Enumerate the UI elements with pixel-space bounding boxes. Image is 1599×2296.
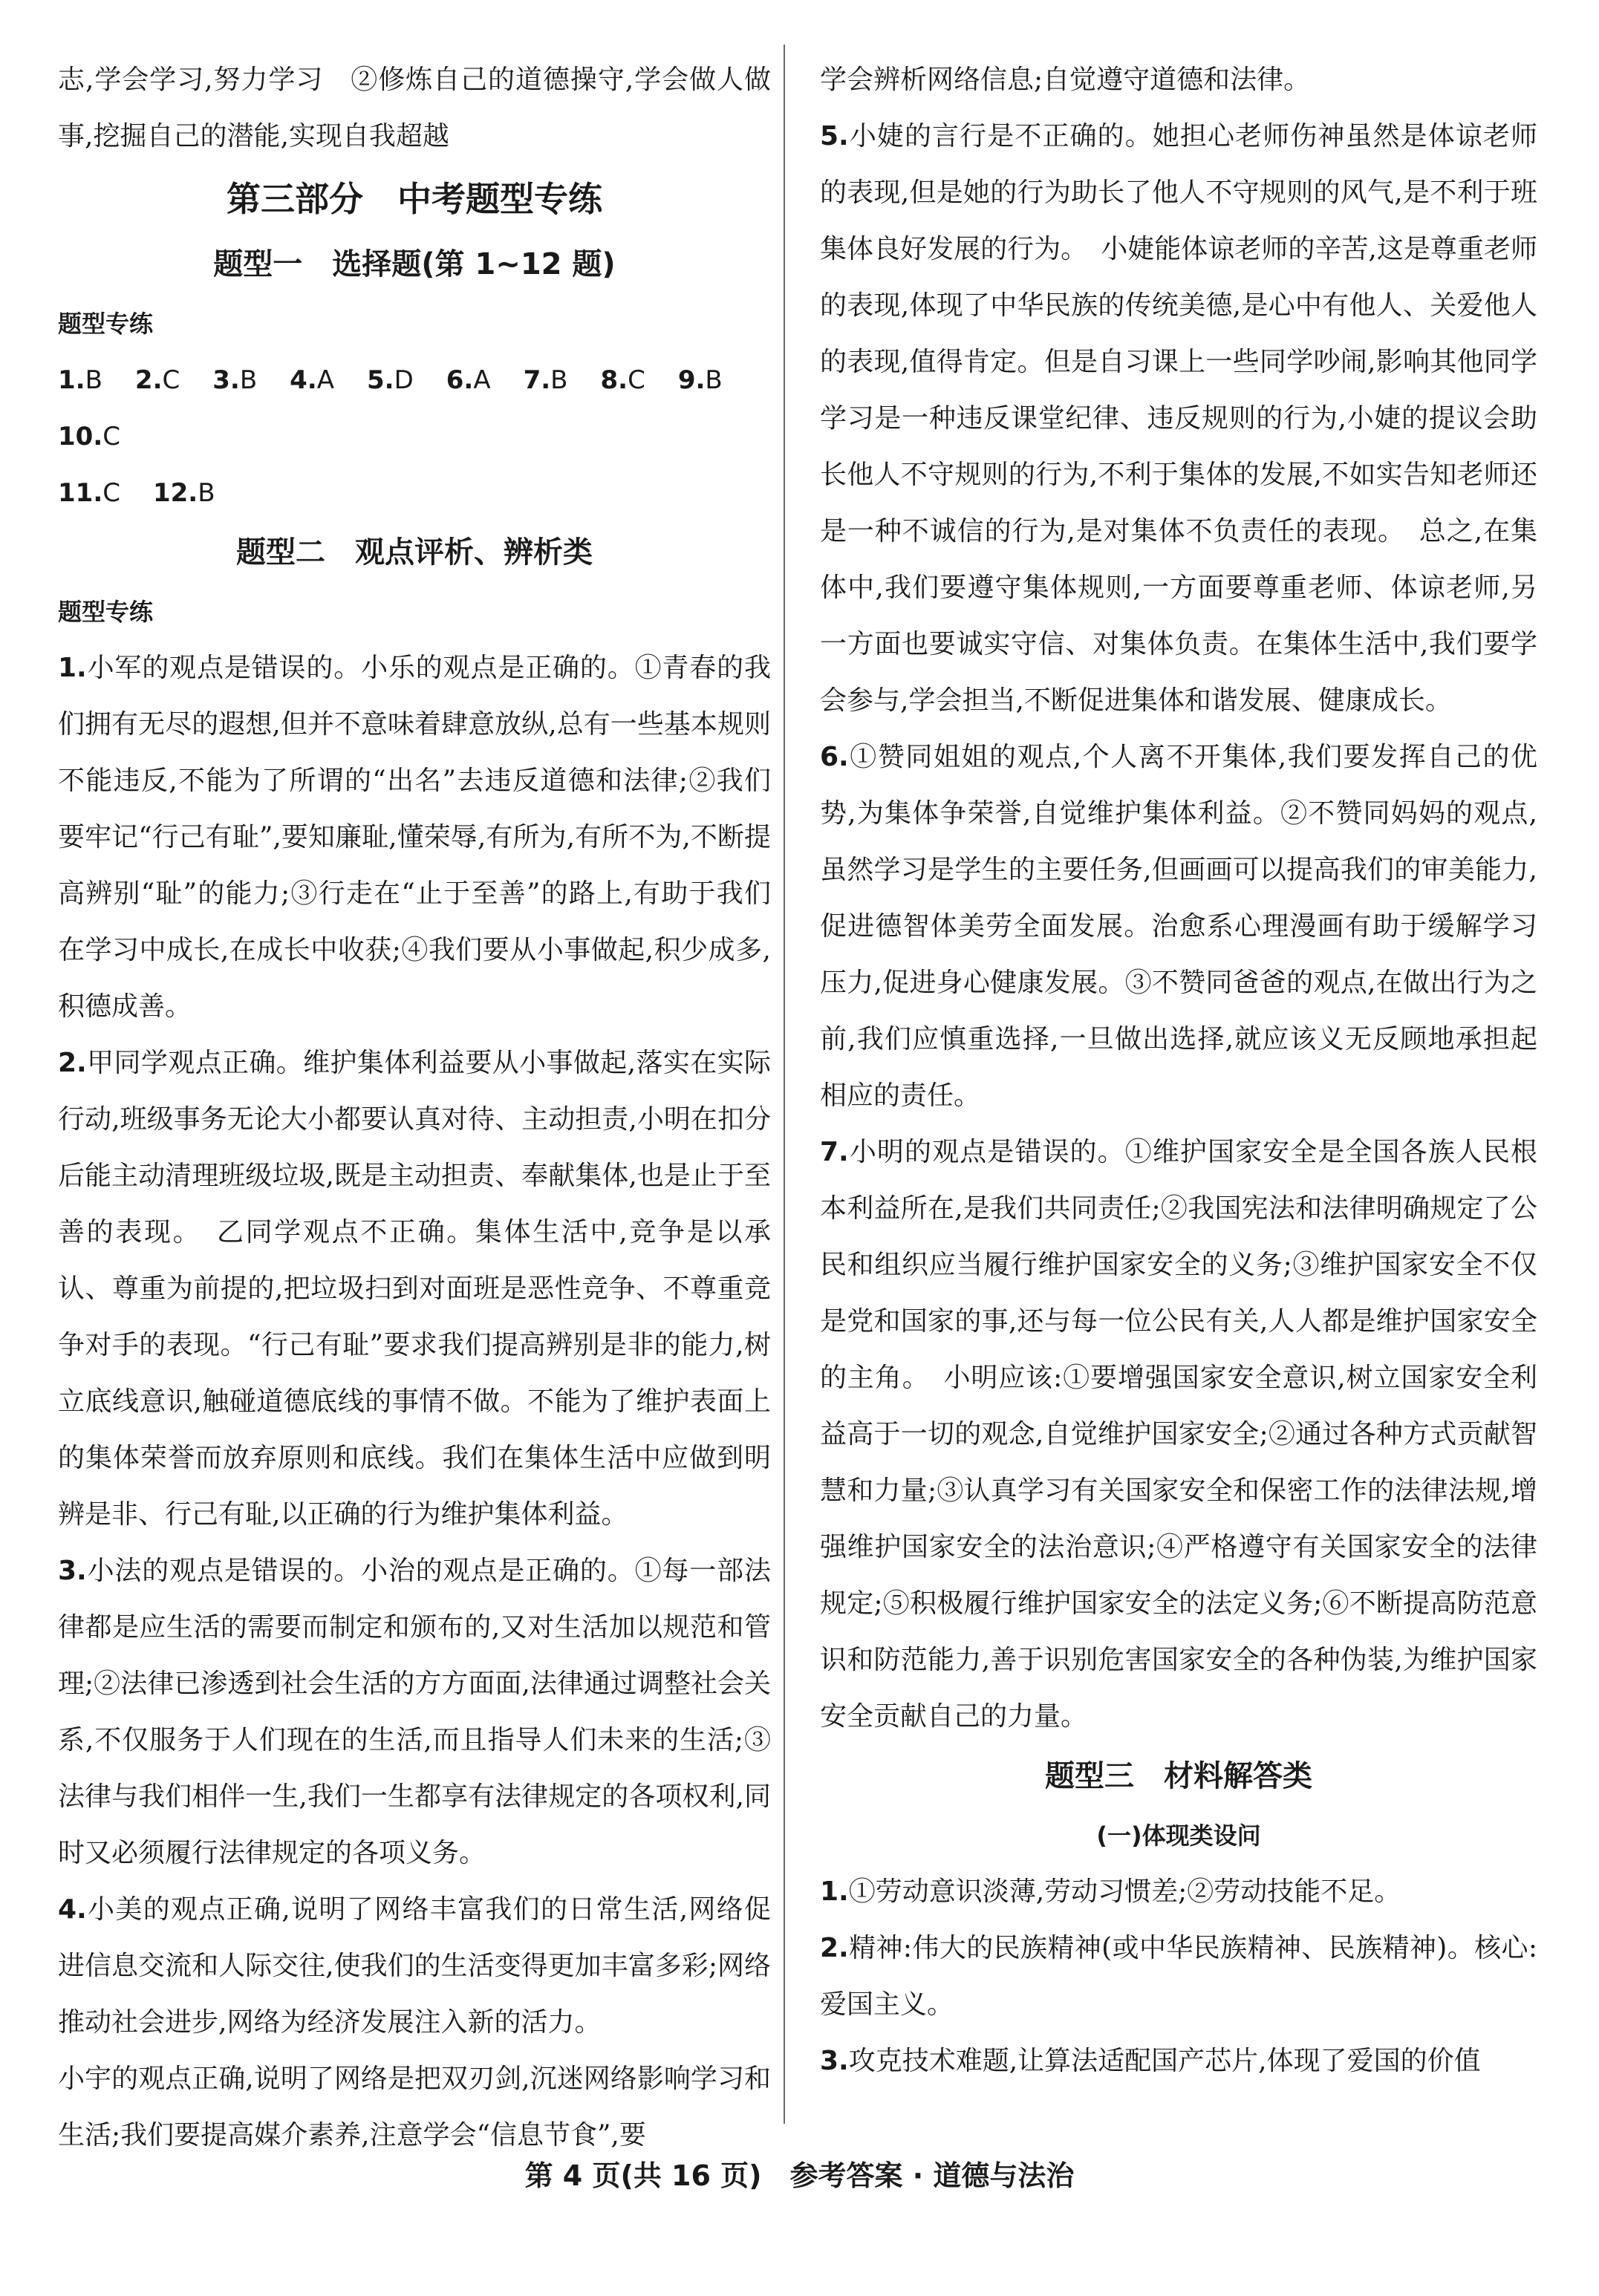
choice-answer-letter: D <box>394 365 414 395</box>
item-number: 3. <box>58 1556 87 1586</box>
item-number: 7. <box>820 1137 849 1167</box>
choice-answer-number: 4. <box>290 365 317 395</box>
answer-item <box>58 1035 771 1543</box>
choice-answer-number: 11. <box>58 478 103 508</box>
answer-item-continuation: 小宇的观点正确,说明了网络是把双刃剑,沉迷网络影响学习和生活;我们要提高媒介素养,注意学会“信息节食”,要 <box>58 2064 771 2150</box>
choice-answer <box>446 352 491 408</box>
choice-answer <box>58 352 102 408</box>
item-number: 5. <box>820 121 849 151</box>
choice-answer <box>58 408 120 465</box>
choice-answer <box>153 465 215 521</box>
item-number: 6. <box>820 742 849 772</box>
choice-answer-letter: B <box>239 365 258 395</box>
choice-answer-letter: C <box>628 365 645 395</box>
choice-answer <box>290 352 334 408</box>
choice-answer-letter: B <box>85 365 102 395</box>
choice-answer-number: 1. <box>58 365 85 395</box>
choice-answers <box>58 352 771 521</box>
choice-answer-number: 6. <box>446 365 474 395</box>
column-divider <box>784 45 785 2124</box>
answer-item <box>820 2033 1537 2090</box>
choice-answer-letter: B <box>705 365 723 395</box>
choice-answer-letter: B <box>198 478 215 508</box>
item-number: 1. <box>820 1876 849 1907</box>
item-text: 小美的观点正确,说明了网络丰富我们的日常生活,网络促进信息交流和人际交往,使我们的生活变得更加丰富多彩;网络推动社会进步,网络为经济发展注入新的活力。 <box>58 1894 771 2038</box>
type1-practice-label: 题型专练 <box>58 310 154 338</box>
choice-answer <box>367 352 414 408</box>
item-text: 攻克技术难题,让算法适配国产芯片,体现了爱国的价值 <box>848 2046 1481 2076</box>
item-text: 小军的观点是错误的。小乐的观点是正确的。①青春的我们拥有无尽的遐想,但并不意味着肆意放纵,总有一些基本规则不能违反,不能为了所谓的“出名”去违反道德和法律;②我们要牢记“行己有耻”,要知廉耻,懂荣辱,有所为,有所不为,不断提高辨别“耻”的能力;③行走在“止于至善”的路上,有助于我们在学习中成长,在成长中收获;④我们要从小事做起,积少成多,积德成善。 <box>58 653 771 1022</box>
answer-item <box>820 108 1537 729</box>
choice-answer-letter: A <box>473 365 491 395</box>
choice-answer-number: 9. <box>677 365 706 395</box>
type3-title: 题型三 材料解答类 <box>1045 1759 1312 1793</box>
choice-answer-number: 3. <box>212 365 240 395</box>
item-number: 2. <box>820 1933 849 1963</box>
type2-title: 题型二 观点评析、辨析类 <box>236 535 593 570</box>
answer-item <box>820 1124 1537 1745</box>
item-text: 甲同学观点正确。维护集体利益要从小事做起,落实在实际行动,班级事务无论大小都要认真对待、主动担责,小明在扣分后能主动清理班级垃圾,既是主动担责、奉献集体,也是止于至善的表现。 乙同学观点不正确。集体生活中,竞争是以承认、尊重为前提的,把垃圾扫到对面班是恶性竞争、不尊重竞争对手的表现。“行己有耻”要求我们提高辨别是非的能力,树立底线意识,触碰道德底线的事情不做。不能为了维护表面上的集体荣誉而放弃原则和底线。我们在集体生活中应做到明辨是非、行己有耻,以正确的行为维护集体利益。 <box>58 1048 771 1530</box>
intro-paragraph: 志,学会学习,努力学习 ②修炼自己的道德操守,学会做人做事,挖掘自己的潜能,实现自我超越 <box>58 65 771 151</box>
left-column <box>58 52 771 2164</box>
choice-answer <box>58 465 120 521</box>
choice-answer-number: 8. <box>600 365 628 395</box>
choice-answer <box>678 352 723 408</box>
item-text: 小法的观点是错误的。小治的观点是正确的。①每一部法律都是应生活的需要而制定和颁布的,又对生活加以规范和管理;②法律已渗透到社会生活的方方面面,法律通过调整社会关系,不仅服务于人们现在的生活,而且指导人们未来的生活;③法律与我们相伴一生,我们一生都享有法律规定的各项权利,同时又必须履行法律规定的各项义务。 <box>58 1556 771 1868</box>
choice-answer-number: 10. <box>58 422 103 451</box>
choice-answer-letter: B <box>550 365 568 395</box>
choice-answer <box>601 352 645 408</box>
choice-answer-number: 5. <box>366 365 394 395</box>
item-text: 精神:伟大的民族精神(或中华民族精神、民族精神)。核心:爱国主义。 <box>820 1933 1537 2020</box>
item-text: ①赞同姐姐的观点,个人离不开集体,我们要发挥自己的优势,为集体争荣誉,自觉维护集体利益。②不赞同妈妈的观点,虽然学习是学生的主要任务,但画画可以提高我们的审美能力,促进德智体美劳全面发展。治愈系心理漫画有助于缓解学习压力,促进身心健康发展。③不赞同爸爸的观点,在做出行为之前,我们应慎重选择,一旦做出选择,就应该义无反顾地承担起相应的责任。 <box>820 742 1537 1111</box>
choice-answer-letter: A <box>316 365 334 395</box>
type2-practice-label: 题型专练 <box>58 598 154 626</box>
type1-title: 题型一 选择题(第 1~12 题) <box>213 247 616 281</box>
choice-answer-letter: C <box>102 422 120 451</box>
answer-item <box>820 729 1537 1124</box>
choice-answer <box>212 352 257 408</box>
item-number: 1. <box>58 653 87 683</box>
answer-item <box>820 1920 1537 2033</box>
item-number: 4. <box>58 1894 87 1925</box>
choice-answer-number: 2. <box>134 365 163 395</box>
type3-subtitle: (一)体现类设问 <box>1096 1822 1261 1850</box>
answer-item <box>58 1882 771 2051</box>
choice-answer-letter: C <box>162 365 180 395</box>
part-title: 第三部分 中考题型专练 <box>227 179 602 219</box>
choice-answer-letter: C <box>102 478 120 508</box>
answer-item <box>58 1543 771 1882</box>
continued-text: 学会辨析网络信息;自觉遵守道德和法律。 <box>820 65 1311 95</box>
answer-item <box>58 640 771 1035</box>
answer-item <box>820 1864 1537 1920</box>
choice-answer-number: 7. <box>523 365 551 395</box>
right-column <box>820 52 1537 2090</box>
page-footer: 第 4 页(共 16 页) 参考答案 · 道德与法治 <box>524 2159 1075 2192</box>
item-text: 小明的观点是错误的。①维护国家安全是全国各族人民根本利益所在,是我们共同责任;②我国宪法和法律明确规定了公民和组织应当履行维护国家安全的义务;③维护国家安全不仅是党和国家的事,还与每一位公民有关,人人都是维护国家安全的主角。 小明应该:①要增强国家安全意识,树立国家安全利益高于一切的观念,自觉维护国家安全;②通过各种方式贡献智慧和力量;③认真学习有关国家安全和保密工作的法律法规,增强维护国家安全的法治意识;④严格遵守有关国家安全的法律规定;⑤积极履行维护国家安全的法定义务;⑥不断提高防范意识和防范能力,善于识别危害国家安全的各种伪装,为维护国家安全贡献自己的力量。 <box>820 1137 1537 1732</box>
item-number: 3. <box>820 2046 849 2076</box>
choice-answer <box>524 352 568 408</box>
item-number: 2. <box>58 1048 87 1078</box>
item-text: ①劳动意识淡薄,劳动习惯差;②劳动技能不足。 <box>848 1876 1401 1907</box>
choice-answer-number: 12. <box>152 478 198 508</box>
choice-answer <box>135 352 180 408</box>
item-text: 小婕的言行是不正确的。她担心老师伤神虽然是体谅老师的表现,但是她的行为助长了他人不守规则的风气,是不利于班集体良好发展的行为。 小婕能体谅老师的辛苦,这是尊重老师的表现,体现了中华民族的传统美德,是心中有他人、关爱他人的表现,值得肯定。但是自习课上一些同学吵闹,影响其他同学学习是一种违反课堂纪律、违反规则的行为,小婕的提议会助长他人不守规则的行为,不利于集体的发展,不如实告知老师还是一种不诚信的行为,是对集体不负责任的表现。 总之,在集体中,我们要遵守集体规则,一方面要尊重老师、体谅老师,另一方面也要诚实守信、对集体负责。在集体生活中,我们要学会参与,学会担当,不断促进集体和谐发展、健康成长。 <box>820 121 1537 716</box>
